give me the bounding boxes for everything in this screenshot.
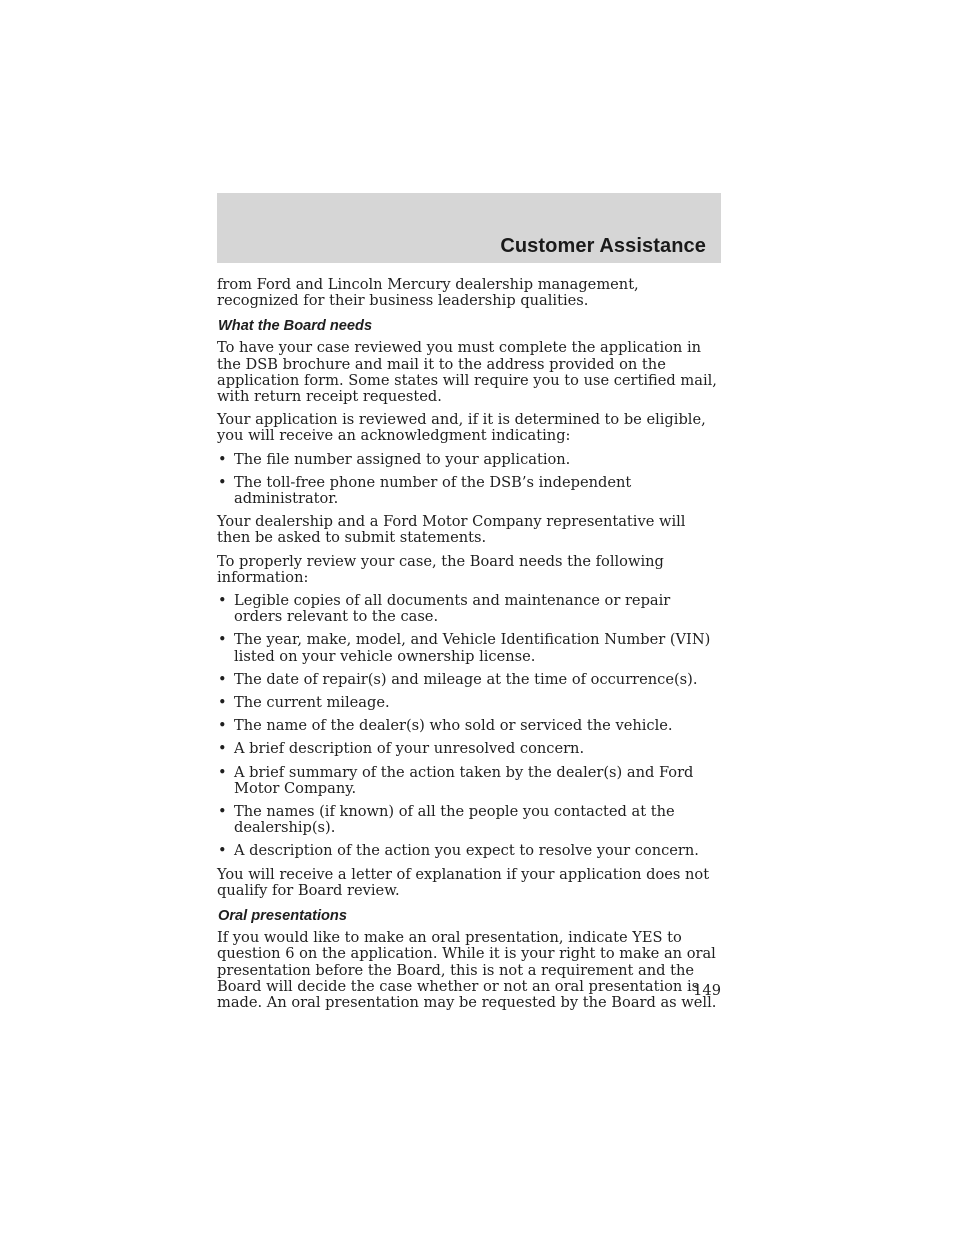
section-title: Customer Assistance: [500, 235, 706, 257]
required-information-list: [217, 593, 721, 860]
list-item: [217, 741, 721, 757]
bullet-icon: •: [218, 842, 227, 860]
bullet-icon: •: [218, 694, 227, 712]
list-item-text: The name of the dealer(s) who sold or serviced the vehicle.: [234, 717, 673, 735]
bullet-icon: •: [218, 631, 227, 649]
list-item-text: A brief description of your unresolved concern.: [234, 740, 585, 758]
intro-paragraph: from Ford and Lincoln Mercury dealership management, recognized for their business leadership qualities.: [217, 276, 639, 310]
bullet-icon: •: [218, 803, 227, 821]
list-item-text: A description of the action you expect to resolve your concern.: [234, 842, 699, 860]
list-item: [217, 632, 721, 664]
heading-board-needs: What the Board needs: [218, 318, 373, 335]
list-item-text: A brief summary of the action taken by the dealer(s) and Ford Motor Company.: [234, 763, 694, 797]
bullet-icon: •: [218, 592, 227, 610]
list-item-text: The toll-free phone number of the DSB’s independent administrator.: [234, 473, 632, 508]
list-item-text: Legible copies of all documents and maintenance or repair orders relevant to the case.: [234, 592, 671, 626]
oral-presentations-paragraph: If you would like to make an oral presentation, indicate YES to question 6 on the application. While it is your right to make an oral presentation before the Board, this is not a requirement and the Board will decide the case whether or not an oral presentation is made. An oral presentation may be requested by the Board as well.: [217, 929, 717, 1011]
list-item-text: The year, make, model, and Vehicle Identification Number (VIN) listed on your vehicle ownership license.: [234, 631, 711, 665]
board-needs-paragraph-5: You will receive a letter of explanation if your application does not qualify for Board review.: [217, 865, 710, 899]
list-item: [217, 718, 721, 734]
list-item-text: The current mileage.: [234, 694, 390, 712]
list-item: [217, 765, 721, 797]
list-item: [217, 804, 721, 836]
list-item: [217, 672, 721, 688]
board-needs-paragraph-3: Your dealership and a Ford Motor Company representative will then be asked to submit statements.: [217, 513, 686, 547]
list-item: [217, 843, 721, 859]
section-header-band: [217, 193, 721, 263]
bullet-icon: •: [218, 473, 227, 491]
acknowledgment-list: [217, 452, 721, 508]
list-item: [217, 593, 721, 625]
bullet-icon: •: [218, 763, 227, 781]
list-item: [217, 452, 721, 468]
page-number: 149: [693, 982, 721, 999]
board-needs-paragraph-1: To have your case reviewed you must complete the application in the DSB brochure and mail it to the address provided on the application form. Some states will require you to use certified mail, with return receipt requested.: [217, 339, 717, 406]
bullet-icon: •: [218, 717, 227, 735]
bullet-icon: •: [218, 450, 227, 468]
heading-oral-presentations: Oral presentations: [218, 908, 347, 925]
board-needs-paragraph-4: To properly review your case, the Board needs the following information:: [217, 552, 664, 586]
page-content: [217, 277, 721, 1018]
bullet-icon: •: [218, 740, 227, 758]
list-item: [217, 475, 721, 507]
list-item: [217, 695, 721, 711]
board-needs-paragraph-2: Your application is reviewed and, if it is determined to be eligible, you will receive an acknowledgment indicating:: [217, 411, 706, 445]
list-item-text: The names (if known) of all the people you contacted at the dealership(s).: [234, 803, 675, 837]
list-item-text: The file number assigned to your application.: [234, 450, 571, 468]
list-item-text: The date of repair(s) and mileage at the time of occurrence(s).: [234, 670, 698, 688]
bullet-icon: •: [218, 670, 227, 688]
